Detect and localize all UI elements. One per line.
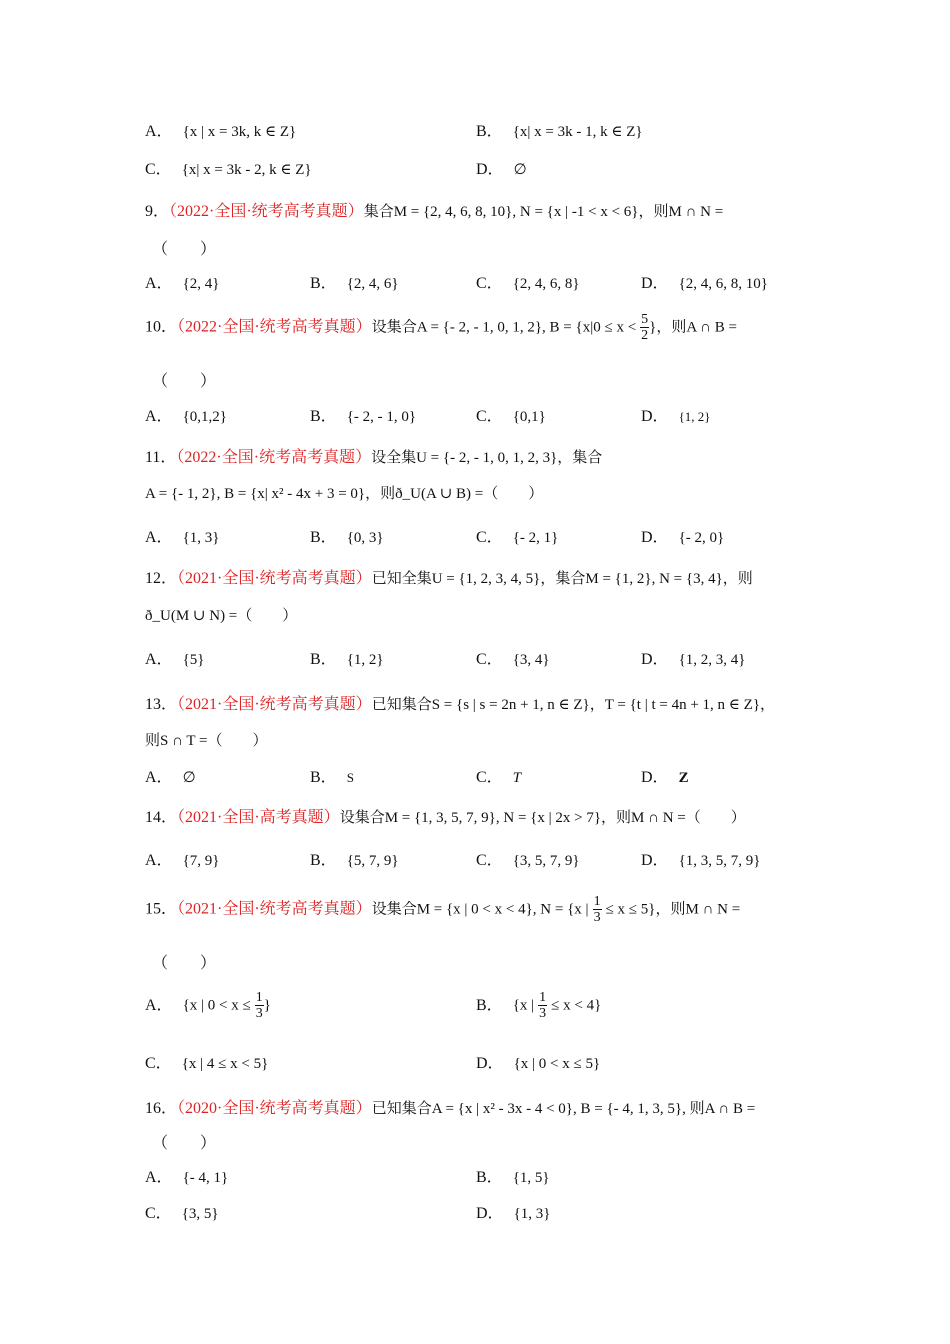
q16-option-b[interactable] bbox=[476, 1164, 550, 1187]
q11-stem-line2 bbox=[145, 482, 543, 503]
fraction bbox=[255, 990, 264, 1022]
option-letter: D． bbox=[641, 769, 669, 786]
question-number: 15． bbox=[145, 900, 178, 918]
q11-option-c[interactable] bbox=[476, 524, 558, 547]
option-letter: B． bbox=[310, 651, 337, 668]
option-text: {2, 4, 6} bbox=[346, 276, 399, 292]
option-text: {2, 4, 6, 8} bbox=[512, 276, 580, 292]
option-letter: B． bbox=[310, 529, 337, 546]
q9-option-d[interactable] bbox=[641, 270, 768, 293]
q14-stem bbox=[145, 804, 746, 827]
option-text: {1, 2} bbox=[346, 652, 384, 668]
q9-option-b[interactable] bbox=[310, 270, 399, 293]
option-text: {- 4, 1} bbox=[182, 1170, 229, 1186]
option-letter: B． bbox=[310, 408, 337, 425]
q10-option-c[interactable] bbox=[476, 403, 546, 426]
question-number: 9． bbox=[145, 203, 170, 220]
option-text: {5} bbox=[182, 652, 205, 668]
answer-paren: （ ） bbox=[152, 1135, 217, 1152]
option-letter: A． bbox=[145, 408, 173, 425]
option-text: ∅ bbox=[513, 162, 527, 178]
q10-option-d[interactable] bbox=[641, 403, 711, 426]
option-letter: C． bbox=[145, 161, 172, 178]
option-letter: A． bbox=[145, 769, 173, 786]
option-text: {- 2, 1} bbox=[512, 530, 559, 546]
fraction-denominator: 2 bbox=[641, 328, 649, 344]
q13-option-c[interactable] bbox=[476, 764, 521, 787]
option-letter: B． bbox=[310, 275, 337, 292]
q16-option-a[interactable] bbox=[145, 1164, 228, 1187]
q14-option-d[interactable] bbox=[641, 847, 760, 870]
q12-option-d[interactable] bbox=[641, 646, 745, 669]
option-text: T bbox=[512, 770, 522, 786]
question-text: 已知集合S = {s | s = 2n + 1, n ∈ Z}，T = {t | t = 4n + 1, n ∈ Z}， bbox=[371, 697, 776, 713]
option-letter: A． bbox=[145, 275, 173, 292]
q8-option-d[interactable] bbox=[476, 156, 527, 179]
question-text: 设全集U = {- 2, - 1, 0, 1, 2, 3}，集合 bbox=[371, 450, 603, 466]
option-letter: B． bbox=[310, 769, 337, 786]
option-text: {7, 9} bbox=[182, 853, 220, 869]
option-letter: D． bbox=[476, 1055, 504, 1072]
option-text: {1, 3, 5, 7, 9} bbox=[678, 853, 761, 869]
fraction-denominator: 3 bbox=[539, 1006, 547, 1022]
option-letter: A． bbox=[145, 123, 173, 140]
q9-stem bbox=[145, 198, 723, 221]
option-letter: C． bbox=[476, 651, 503, 668]
option-letter: B． bbox=[310, 852, 337, 869]
option-text: {2, 4, 6, 8, 10} bbox=[678, 276, 768, 292]
q15-stem bbox=[145, 894, 740, 926]
fraction-numerator: 1 bbox=[255, 990, 263, 1005]
q11-option-b[interactable] bbox=[310, 524, 384, 547]
q12-stem-line1 bbox=[145, 565, 753, 588]
option-text: Z bbox=[678, 770, 689, 786]
fraction bbox=[640, 312, 649, 344]
option-letter: D． bbox=[641, 651, 669, 668]
q9-option-c[interactable] bbox=[476, 270, 580, 293]
option-letter: C． bbox=[476, 769, 503, 786]
question-text-end: ≤ x ≤ 5}，则M ∩ N = bbox=[605, 901, 741, 918]
q14-option-b[interactable] bbox=[310, 847, 399, 870]
q13-option-b[interactable] bbox=[310, 764, 354, 787]
q14-option-c[interactable] bbox=[476, 847, 580, 870]
fraction-numerator: 1 bbox=[539, 990, 547, 1005]
fraction bbox=[538, 990, 547, 1022]
question-source: （2020·全国·统考高考真题） bbox=[177, 1100, 372, 1117]
option-text: {- 2, 0} bbox=[678, 530, 725, 546]
question-source: （2021·全国·高考真题） bbox=[177, 809, 340, 826]
option-text: {- 2, - 1, 0} bbox=[346, 409, 417, 425]
answer-paren: （ ） bbox=[152, 241, 217, 258]
question-text: 则S ∩ T =（ ） bbox=[145, 733, 268, 749]
option-letter: C． bbox=[476, 852, 503, 869]
fraction-numerator: 5 bbox=[641, 312, 649, 327]
option-text: {3, 5, 7, 9} bbox=[512, 853, 580, 869]
option-text: {1, 3} bbox=[513, 1206, 551, 1222]
question-number: 12． bbox=[145, 570, 178, 587]
question-text: 已知集合A = {x | x² - 3x - 4 < 0}, B = {- 4, 1, 3, 5}, 则A ∩ B = bbox=[371, 1101, 756, 1117]
q8-option-b[interactable] bbox=[476, 118, 643, 141]
q16-stem bbox=[145, 1095, 755, 1118]
q15-option-b[interactable] bbox=[476, 990, 601, 1022]
option-text: {x | 4 ≤ x < 5} bbox=[181, 1056, 269, 1072]
option-text: S bbox=[346, 770, 354, 785]
option-letter: C． bbox=[476, 529, 503, 546]
question-number: 16． bbox=[145, 1100, 178, 1117]
option-letter: A． bbox=[145, 529, 173, 546]
q13-stem-line2 bbox=[145, 729, 268, 750]
q16-option-d[interactable] bbox=[476, 1200, 550, 1223]
q10-option-a[interactable] bbox=[145, 403, 227, 426]
option-text-end: ≤ x < 4} bbox=[551, 997, 602, 1014]
fraction bbox=[593, 894, 602, 926]
option-text: {0, 3} bbox=[346, 530, 384, 546]
answer-paren: （ ） bbox=[152, 373, 217, 390]
question-text: 已知全集U = {1, 2, 3, 4, 5}，集合M = {1, 2}, N = {3, 4}，则 bbox=[371, 571, 753, 587]
option-letter: D． bbox=[641, 275, 669, 292]
q15-option-d[interactable] bbox=[476, 1050, 600, 1073]
option-letter: B． bbox=[476, 1169, 503, 1186]
q15-option-a[interactable] bbox=[145, 990, 271, 1022]
question-number: 14． bbox=[145, 809, 178, 826]
option-letter: C． bbox=[145, 1205, 172, 1222]
option-text: {3, 4} bbox=[512, 652, 550, 668]
question-source: （2021·全国·统考高考真题） bbox=[177, 570, 372, 587]
q14-option-a[interactable] bbox=[145, 847, 219, 870]
question-text: 设集合M = {x | 0 < x < 4}, N = {x | bbox=[371, 901, 589, 918]
option-text: {x| x = 3k - 2, k ∈ Z} bbox=[181, 162, 312, 178]
option-text: {0,1} bbox=[512, 409, 546, 425]
q9-option-a[interactable] bbox=[145, 270, 219, 293]
question-text-end: }，则A ∩ B = bbox=[649, 319, 737, 336]
q8-option-c[interactable] bbox=[145, 156, 312, 179]
option-letter: B． bbox=[476, 123, 503, 140]
q13-option-a[interactable] bbox=[145, 764, 196, 787]
question-number: 10． bbox=[145, 318, 178, 336]
question-number: 11． bbox=[145, 449, 177, 466]
option-text: {1, 3} bbox=[182, 530, 220, 546]
q13-stem-line1 bbox=[145, 691, 775, 714]
option-letter: D． bbox=[476, 161, 504, 178]
option-letter: D． bbox=[641, 852, 669, 869]
option-text: {2, 4} bbox=[182, 276, 220, 292]
option-letter: C． bbox=[476, 408, 503, 425]
option-text-end: } bbox=[263, 997, 271, 1014]
q12-option-b[interactable] bbox=[310, 646, 384, 669]
q12-option-c[interactable] bbox=[476, 646, 550, 669]
question-source: （2022·全国·统考高考真题） bbox=[176, 449, 372, 466]
option-text: {3, 5} bbox=[181, 1206, 219, 1222]
option-letter: A． bbox=[145, 996, 173, 1014]
option-letter: A． bbox=[145, 852, 173, 869]
question-text: 设集合M = {1, 3, 5, 7, 9}, N = {x | 2x > 7}，则M ∩ N =（ ） bbox=[339, 810, 746, 826]
option-letter: D． bbox=[641, 408, 669, 425]
q10-option-b[interactable] bbox=[310, 403, 416, 426]
question-number: 13． bbox=[145, 696, 178, 713]
option-text: {x | 0 < x ≤ 5} bbox=[513, 1056, 601, 1072]
question-text: ð_U(M ∪ N) =（ ） bbox=[145, 608, 298, 624]
option-letter: B． bbox=[476, 996, 503, 1014]
option-text: {x | bbox=[512, 997, 535, 1014]
question-source: （2021·全国·统考高考真题） bbox=[177, 900, 372, 918]
question-text: 集合M = {2, 4, 6, 8, 10}, N = {x | -1 < x < 6}，则M ∩ N = bbox=[363, 204, 724, 220]
option-text: {0,1,2} bbox=[182, 409, 227, 425]
option-letter: A． bbox=[145, 1169, 173, 1186]
fraction-denominator: 3 bbox=[255, 1006, 263, 1022]
option-text: {1, 5} bbox=[512, 1170, 550, 1186]
question-text: A = {- 1, 2}, B = {x| x² - 4x + 3 = 0}，则ð_U(A ∪ B) =（ ） bbox=[145, 486, 544, 502]
option-text: ∅ bbox=[182, 770, 196, 786]
option-letter: C． bbox=[476, 275, 503, 292]
option-text: {x | x = 3k, k ∈ Z} bbox=[182, 124, 297, 140]
q16-option-c[interactable] bbox=[145, 1200, 219, 1223]
q8-option-a[interactable] bbox=[145, 118, 296, 141]
question-source: （2022·全国·统考高考真题） bbox=[169, 203, 364, 220]
fraction-numerator: 1 bbox=[593, 894, 601, 909]
option-text: {5, 7, 9} bbox=[346, 853, 399, 869]
option-letter: D． bbox=[476, 1205, 504, 1222]
q15-option-c[interactable] bbox=[145, 1050, 268, 1073]
option-text: {1, 2} bbox=[678, 409, 711, 424]
q11-option-a[interactable] bbox=[145, 524, 219, 547]
option-text: {x | 0 < x ≤ bbox=[182, 997, 251, 1014]
q11-stem-line1 bbox=[145, 444, 602, 467]
answer-paren: （ ） bbox=[152, 955, 217, 972]
q10-stem bbox=[145, 312, 737, 344]
option-text: {x| x = 3k - 1, k ∈ Z} bbox=[512, 124, 643, 140]
fraction-denominator: 3 bbox=[593, 910, 601, 926]
option-text: {1, 2, 3, 4} bbox=[678, 652, 746, 668]
question-text: 设集合A = {- 2, - 1, 0, 1, 2}, B = {x|0 ≤ x < bbox=[371, 319, 637, 336]
q12-option-a[interactable] bbox=[145, 646, 204, 669]
option-letter: D． bbox=[641, 529, 669, 546]
question-source: （2022·全国·统考高考真题） bbox=[177, 318, 372, 336]
option-letter: C． bbox=[145, 1055, 172, 1072]
q13-option-d[interactable] bbox=[641, 764, 689, 787]
option-letter: A． bbox=[145, 651, 173, 668]
question-source: （2021·全国·统考高考真题） bbox=[177, 696, 372, 713]
q12-stem-line2 bbox=[145, 604, 297, 625]
q11-option-d[interactable] bbox=[641, 524, 724, 547]
